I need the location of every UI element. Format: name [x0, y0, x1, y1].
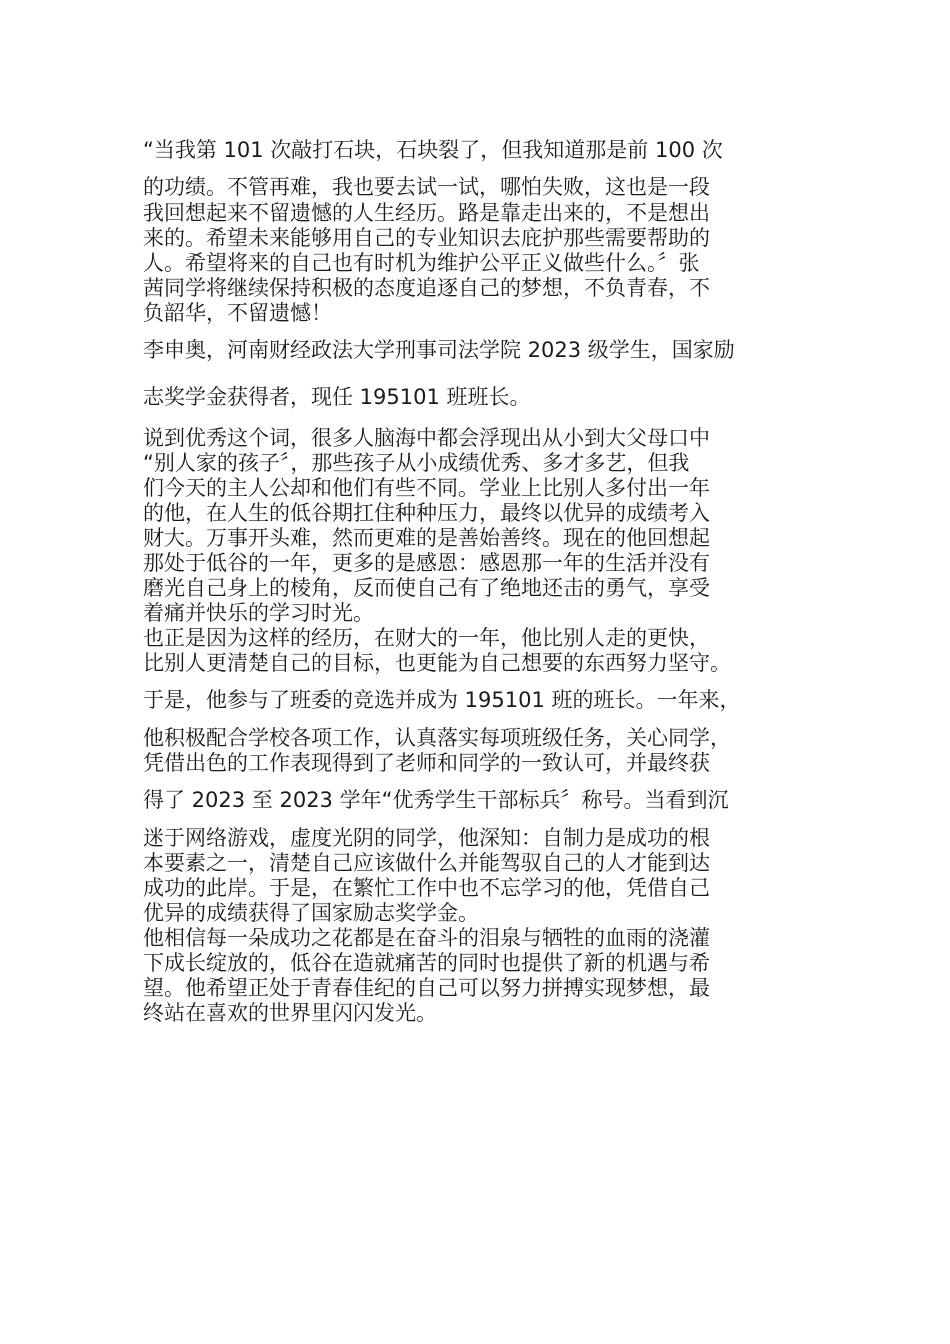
- paragraph-3-line-6: 那处于低谷的一年，更多的是感恩：感恩那一年的生活并没有: [143, 551, 710, 575]
- paragraph-5-line-7: 成功的此岸。于是，在繁忙工作中也不忘学习的他，凭借自己: [143, 876, 710, 900]
- paragraph-5-line-4: 得了 2023 至 2023 学年“优秀学生干部标兵〞称号。当看到沉: [143, 788, 729, 812]
- paragraph-1-line-6: 茜同学将继续保持积极的态度追逐自己的梦想，不负青春，不: [143, 276, 710, 300]
- paragraph-4-line-2: 比别人更清楚自己的目标，也更能为自己想要的东西努力坚守。: [143, 651, 731, 675]
- paragraph-3-line-1: 说到优秀这个词，很多人脑海中都会浮现出从小到大父母口中: [143, 426, 710, 450]
- paragraph-5-line-8: 优异的成绩获得了国家励志奖学金。: [143, 901, 479, 925]
- paragraph-1-line-7: 负韶华，不留遗憾！: [143, 301, 332, 325]
- paragraph-1-line-1: “当我第 101 次敲打石块，石块裂了，但我知道那是前 100 次: [143, 138, 723, 162]
- paragraph-1-line-4: 来的。希望未来能够用自己的专业知识去庇护那些需要帮助的: [143, 226, 710, 250]
- paragraph-5-line-6: 本要素之一，清楚自己应该做什么并能驾驭自己的人才能到达: [143, 851, 710, 875]
- paragraph-2-line-2: 志奖学金获得者，现任 195101 班班长。: [143, 385, 531, 409]
- paragraph-6-line-1: 他相信每一朵成功之花都是在奋斗的泪泉与牺牲的血雨的浇灌: [143, 926, 710, 950]
- paragraph-1-line-5: 人。希望将来的自己也有时机为维护公平正义做些什么。〞张: [143, 251, 700, 275]
- paragraph-3-line-8: 着痛并快乐的学习时光。: [143, 601, 374, 625]
- paragraph-5-line-3: 凭借出色的工作表现得到了老师和同学的一致认可，并最终获: [143, 751, 710, 775]
- paragraph-1-line-3: 我回想起来不留遗憾的人生经历。路是靠走出来的，不是想出: [143, 201, 710, 225]
- paragraph-1-line-2: 的功绩。不管再难，我也要去试一试，哪怕失败，这也是一段: [143, 175, 710, 199]
- paragraph-3-line-3: 们今天的主人公却和他们有些不同。学业上比别人多付出一年: [143, 476, 710, 500]
- paragraph-4-line-1: 也正是因为这样的经历，在财大的一年，他比别人走的更快，: [143, 626, 710, 650]
- paragraph-3-line-5: 财大。万事开头难，然而更难的是善始善终。现在的他回想起: [143, 526, 710, 550]
- paragraph-6-line-2: 下成长绽放的，低谷在造就痛苦的同时也提供了新的机遇与希: [143, 951, 710, 975]
- paragraph-5-line-2: 他积极配合学校各项工作，认真落实每项班级任务，关心同学，: [143, 726, 731, 750]
- paragraph-6-line-4: 终站在喜欢的世界里闪闪发光。: [143, 1001, 437, 1025]
- paragraph-3-line-4: 的他，在人生的低谷期扛住种种压力，最终以优异的成绩考入: [143, 501, 710, 525]
- paragraph-5-line-5: 迷于网络游戏，虚度光阴的同学，他深知：自制力是成功的根: [143, 826, 710, 850]
- paragraph-2-line-1: 李申奥，河南财经政法大学刑事司法学院 2023 级学生，国家励: [143, 338, 735, 362]
- paragraph-3-line-7: 磨光自己身上的棱角，反而使自己有了绝地还击的勇气，享受: [143, 576, 710, 600]
- paragraph-5-line-1: 于是，他参与了班委的竞选并成为 195101 班的班长。一年来，: [143, 688, 741, 712]
- paragraph-6-line-3: 望。他希望正处于青春佳纪的自己可以努力拼搏实现梦想，最: [143, 976, 710, 1000]
- paragraph-3-line-2: “别人家的孩子〞，那些孩子从小成绩优秀、多才多艺，但我: [143, 451, 690, 475]
